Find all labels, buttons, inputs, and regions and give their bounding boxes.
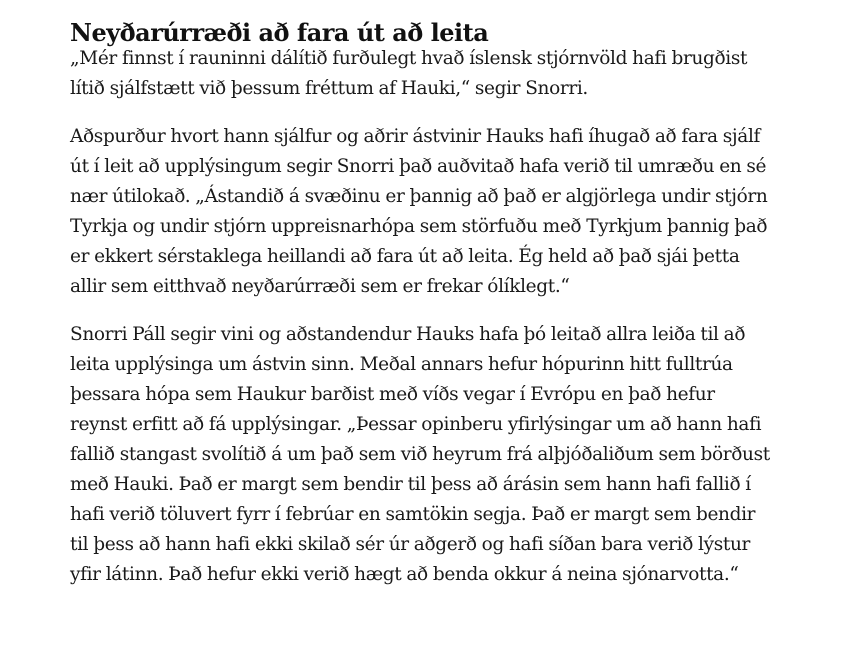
article-body <box>70 16 770 608</box>
paragraph-3: Snorri Páll segir vini og aðstandendur Hauks hafa þó leitað allra leiða til að leita upplýsinga um ástvin sinn. Meðal annars hefur hópurinn hitt fulltrúa þessara hópa sem Haukur barðist með víðs vegar í Evrópu en það hefur reynst erfitt að fá upplýsingar. „Þessar opinberu yfirlýsingar um að hann hafi fallið stangast svolítið á um það sem við heyrum frá alþjóðaliðum sem börðust með Hauki. Það er margt sem bendir til þess að árásin sem hann hafi fallið í hafi verið töluvert fyrr í febrúar en samtökin segja. Það er margt sem bendir til þess að hann hafi ekki skilað sér úr aðgerð og hafi síðan bara verið lýstur yfir látinn. Það hefur ekki verið hægt að benda okkur á neina sjónarvotta.“ <box>70 324 770 585</box>
paragraph-2: Aðspurður hvort hann sjálfur og aðrir ástvinir Hauks hafi íhugað að fara sjálf út í leit að upplýsingum segir Snorri það auðvitað hafa verið til umræðu en sé nær útilokað. „Ástandið á svæðinu er þannig að það er algjörlega undir stjórn Tyrkja og undir stjórn uppreisnarhópa sem störfuðu með Tyrkjum þannig það er ekkert sérstaklega heillandi að fara út að leita. Ég held að það sjái þetta allir sem eitthvað neyðarúrræði sem er frekar ólíklegt.“ <box>70 126 768 297</box>
paragraph-1: „Mér finnst í rauninni dálítið furðulegt hvað íslensk stjórnvöld hafi brugðist lítið sjálfstætt við þessum fréttum af Hauki,“ segir Snorri. <box>70 48 748 99</box>
section-heading: Neyðarúrræði að fara út að leita <box>70 18 489 47</box>
